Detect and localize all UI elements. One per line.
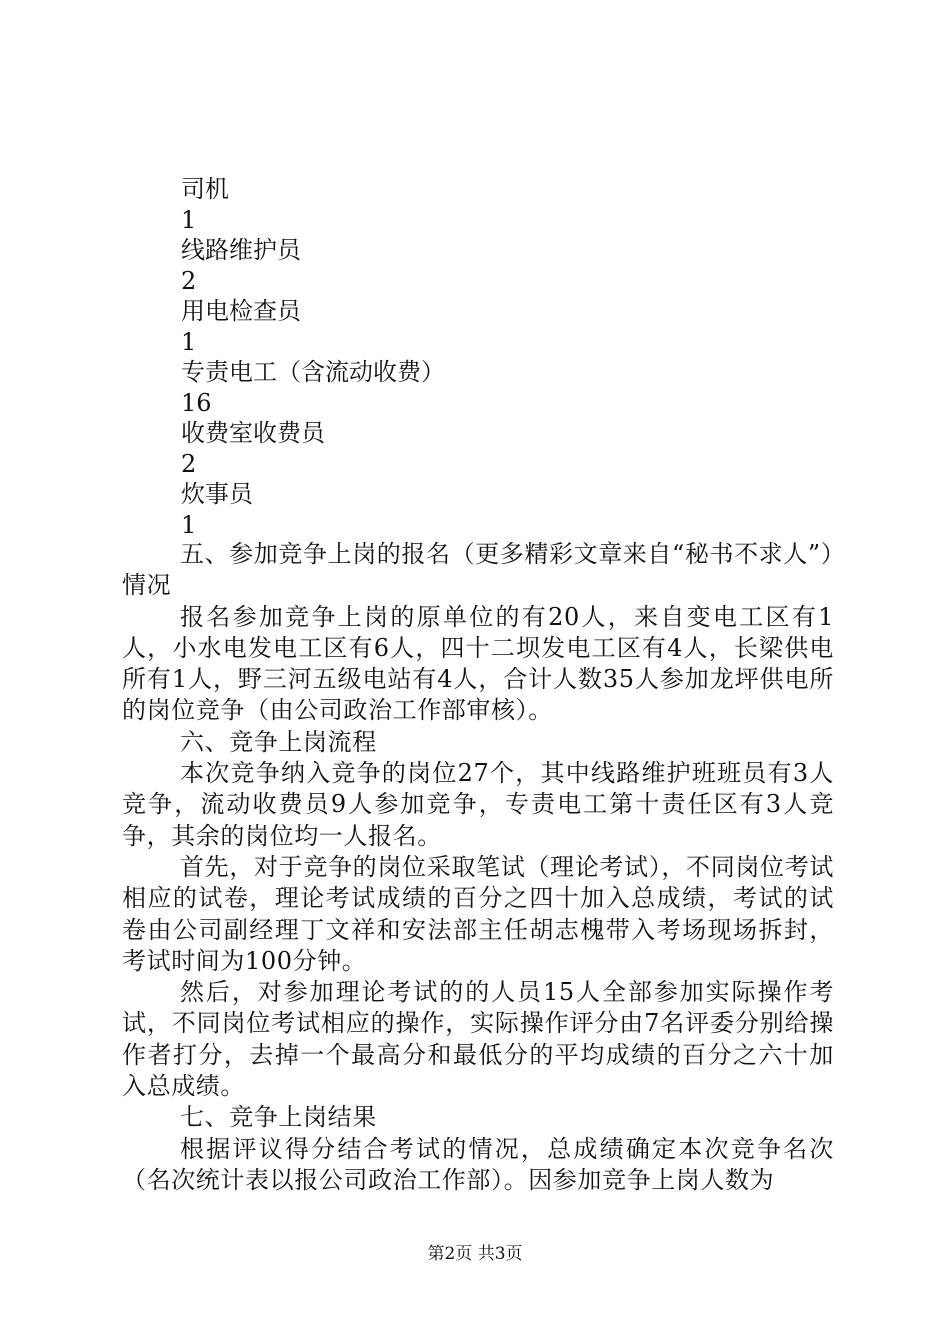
- section-5-paragraph: 报名参加竞争上岗的原单位的有20人，来自变电工区有1人，小水电发电工区有6人，四十二坝发电工区有4人，长梁供电所有1人，野三河五级电站有4人，合计人数35人参加龙坪供电所的岗位竞争（由公司政治工作部审核）。: [122, 602, 834, 725]
- position-count: 2: [181, 449, 197, 478]
- section-6-paragraph-1: 本次竞争纳入竞争的岗位27个，其中线路维护班班员有3人竞争，流动收费员9人参加竞争，专责电工第十责任区有3人竞争，其余的岗位均一人报名。: [122, 759, 834, 850]
- page-footer: 第2页 共3页: [427, 1244, 523, 1264]
- position-name: 司机: [181, 175, 229, 203]
- position-count: 2: [181, 266, 197, 295]
- position-name: 炊事员: [181, 480, 253, 508]
- position-name: 专责电工（含流动收费）: [181, 358, 445, 386]
- position-name: 收费室收费员: [181, 419, 325, 447]
- position-name: 线路维护员: [181, 236, 301, 264]
- position-count: 1: [181, 510, 197, 539]
- document-body: [122, 539, 834, 1196]
- section-7-heading: 七、竞争上岗结果: [180, 1103, 377, 1132]
- position-list: [181, 174, 841, 540]
- section-6-heading: 六、竞争上岗流程: [180, 727, 377, 756]
- section-5-heading: 五、参加竞争上岗的报名（更多精彩文章来自“秘书不求人”）情况: [122, 540, 834, 600]
- section-6-paragraph-3: 然后，对参加理论考试的的人员15人全部参加实际操作考试，不同岗位考试相应的操作，实际操作评分由7名评委分别给操作者打分，去掉一个最高分和最低分的平均成绩的百分之六十加入总成绩。: [122, 978, 834, 1101]
- position-count: 1: [181, 205, 197, 234]
- position-name: 用电检查员: [181, 297, 301, 325]
- section-6-paragraph-2: 首先，对于竞争的岗位采取笔试（理论考试），不同岗位考试相应的试卷，理论考试成绩的百分之四十加入总成绩，考试的试卷由公司副经理丁文祥和安法部主任胡志槐带入考场现场拆封，考试时间为100分钟。: [122, 852, 834, 975]
- position-count: 16: [181, 388, 212, 417]
- section-7-paragraph: 根据评议得分结合考试的情况，总成绩确定本次竞争名次（名次统计表以报公司政治工作部）。因参加竞争上岗人数为: [122, 1134, 834, 1194]
- position-count: 1: [181, 327, 197, 356]
